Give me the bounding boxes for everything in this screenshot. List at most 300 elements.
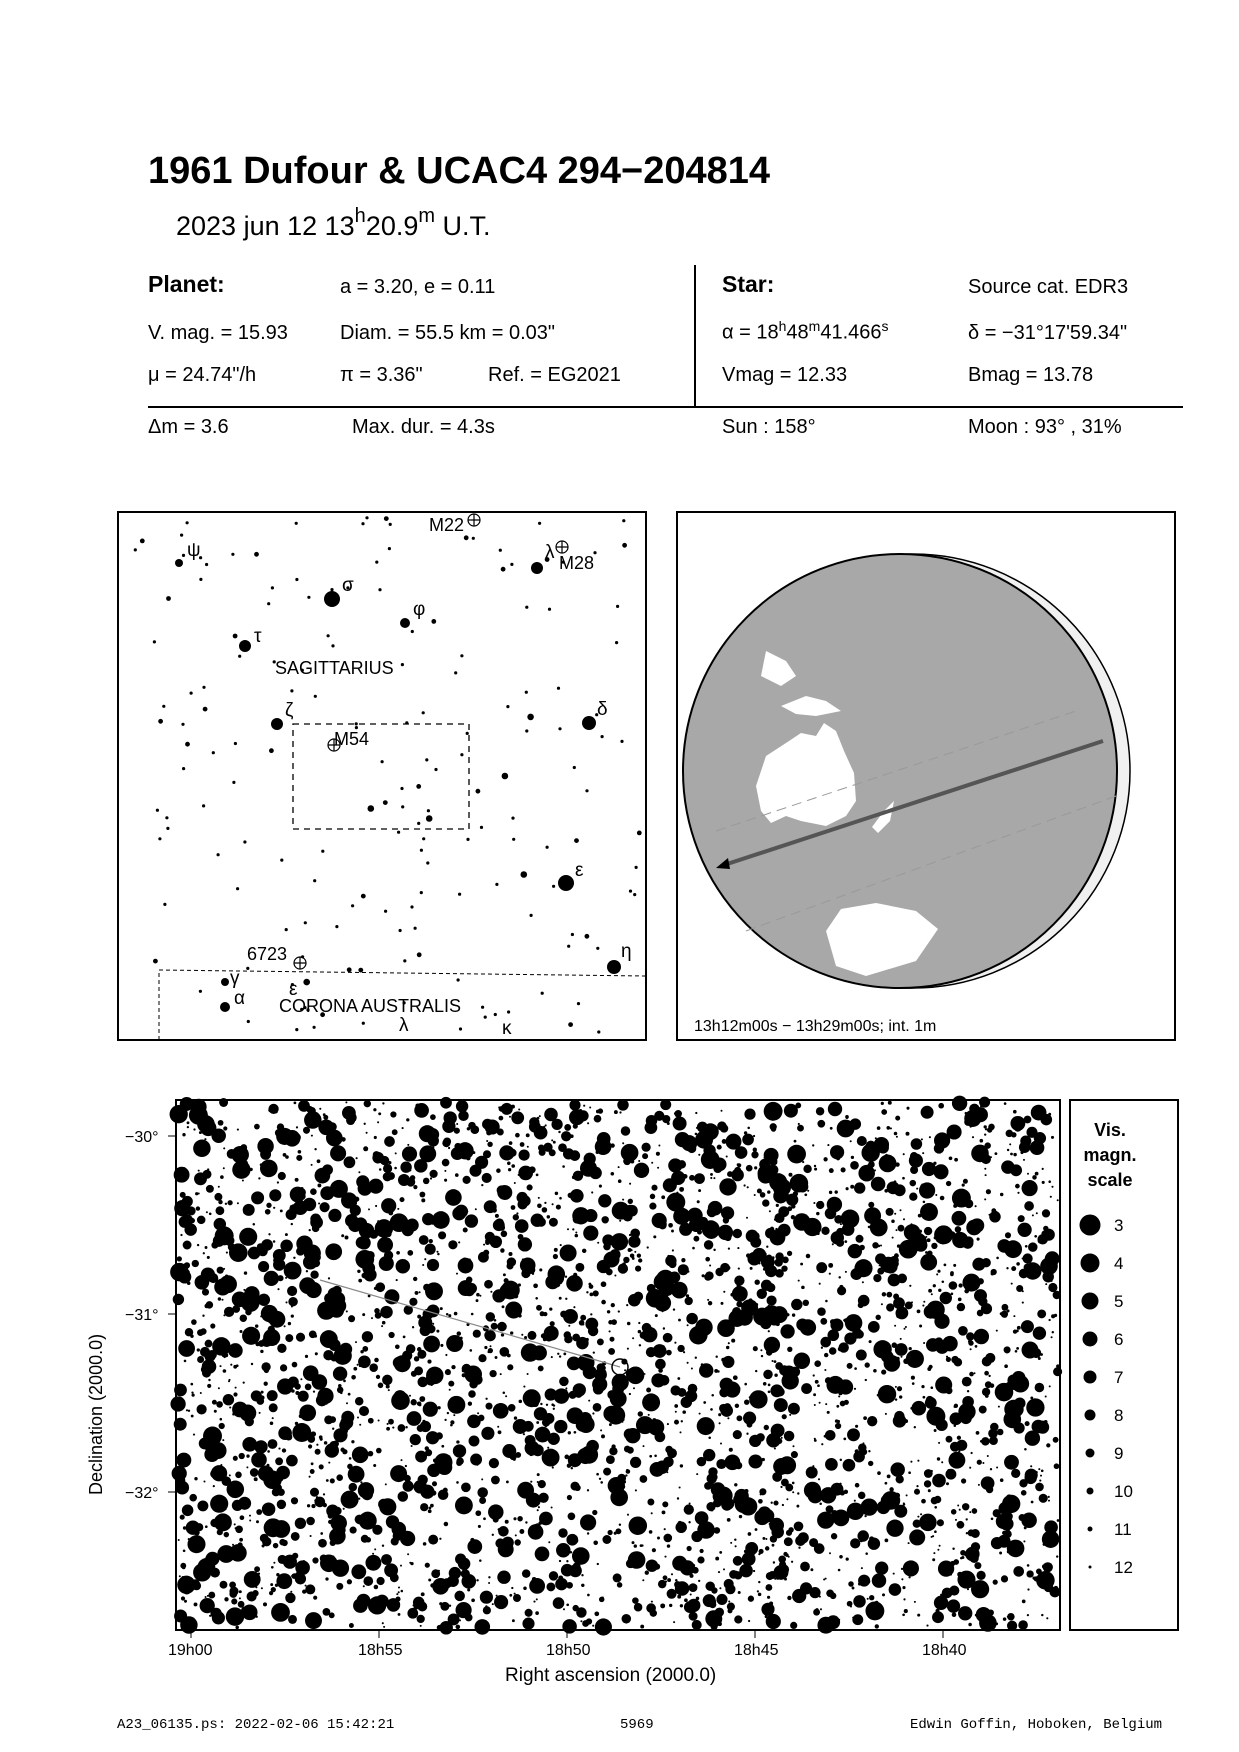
star (503, 1391, 506, 1394)
star (559, 1560, 561, 1562)
star (188, 1410, 190, 1412)
star (363, 1146, 368, 1151)
star (677, 1559, 679, 1561)
star (484, 1280, 493, 1289)
star (323, 1381, 326, 1384)
star-alpha (220, 1002, 230, 1012)
star (963, 1179, 968, 1184)
star (268, 1326, 275, 1333)
star (421, 1198, 425, 1202)
star (894, 1132, 898, 1136)
star (962, 1274, 980, 1292)
star (877, 1501, 891, 1515)
star (734, 1615, 742, 1623)
star (246, 1574, 248, 1576)
star (407, 1608, 418, 1619)
star (815, 1608, 818, 1611)
star (1004, 1364, 1008, 1368)
star (930, 1215, 932, 1217)
star (769, 1210, 771, 1212)
star (296, 1155, 302, 1161)
star (292, 1362, 298, 1368)
star (337, 1387, 344, 1394)
star (628, 1199, 633, 1204)
star (549, 1149, 556, 1156)
star (423, 1178, 430, 1185)
star (380, 1156, 389, 1165)
star (1056, 1364, 1060, 1368)
star (560, 1282, 562, 1284)
star (295, 1178, 299, 1182)
star (628, 1294, 641, 1307)
star (875, 1253, 886, 1264)
star (383, 800, 388, 805)
star (247, 1020, 250, 1023)
star (472, 537, 475, 540)
star (420, 849, 423, 852)
star (1040, 1139, 1042, 1141)
star (598, 1194, 611, 1207)
star (921, 1138, 923, 1140)
star (1025, 1431, 1040, 1446)
star (837, 1120, 855, 1138)
star (596, 1473, 599, 1476)
star (923, 1201, 926, 1204)
star (191, 1391, 193, 1393)
star (968, 1340, 970, 1342)
star (416, 784, 421, 789)
star (548, 608, 551, 611)
star (539, 1512, 553, 1526)
star-zeta (271, 718, 283, 730)
star (325, 1443, 339, 1457)
star (830, 1347, 833, 1350)
star (738, 1591, 741, 1594)
star (654, 1563, 660, 1569)
star (568, 1431, 571, 1434)
star (401, 805, 404, 808)
star (954, 1425, 957, 1428)
star (375, 561, 378, 564)
star (206, 1211, 208, 1213)
star (476, 1463, 479, 1466)
star (489, 1370, 496, 1377)
star (800, 1562, 810, 1572)
star (675, 1132, 690, 1147)
star (368, 1600, 381, 1613)
star (784, 1537, 793, 1546)
star (323, 1391, 330, 1398)
star (538, 522, 541, 525)
star (602, 1535, 611, 1544)
star (519, 1529, 524, 1534)
star (417, 1315, 421, 1319)
star (1006, 1267, 1008, 1269)
star (838, 1276, 840, 1278)
star (912, 1231, 914, 1233)
star (456, 1481, 459, 1484)
star (422, 1420, 425, 1423)
star (469, 1436, 480, 1447)
star (1018, 1620, 1028, 1630)
star (428, 1509, 432, 1513)
star (397, 1533, 399, 1535)
star (857, 1136, 867, 1146)
star (276, 1573, 279, 1576)
star (414, 927, 417, 930)
star (498, 1539, 502, 1543)
star (195, 1275, 210, 1290)
star (667, 1544, 670, 1547)
star (515, 1539, 521, 1545)
star (846, 1557, 849, 1560)
star (1050, 1524, 1053, 1527)
star (523, 1433, 525, 1435)
star (200, 1392, 202, 1394)
star (396, 1279, 398, 1281)
star (454, 1143, 461, 1150)
star (886, 1303, 894, 1311)
star (444, 1522, 449, 1527)
star (175, 1169, 186, 1180)
hour-unit: h (354, 205, 366, 227)
star (856, 1238, 858, 1240)
star (539, 1115, 541, 1117)
star (931, 1536, 933, 1538)
star (388, 1389, 390, 1391)
star (277, 1181, 279, 1183)
star (798, 1219, 800, 1221)
star (571, 1467, 573, 1469)
star (352, 1446, 369, 1463)
star (642, 1153, 648, 1159)
star (791, 1561, 793, 1563)
star (893, 1573, 895, 1575)
star (381, 1325, 383, 1327)
star (443, 1488, 448, 1493)
star (664, 1528, 666, 1530)
star (1015, 1184, 1020, 1189)
star (609, 1423, 612, 1426)
star (683, 1351, 685, 1353)
star (202, 1369, 211, 1378)
star (358, 1355, 371, 1368)
star (172, 1466, 187, 1481)
star (280, 859, 283, 862)
star (890, 1127, 892, 1129)
star (813, 1393, 816, 1396)
star (885, 1413, 887, 1415)
star (405, 1426, 407, 1428)
star (523, 1389, 541, 1407)
star (566, 1534, 578, 1546)
star (613, 1573, 622, 1582)
star (662, 1510, 666, 1514)
star (826, 1615, 840, 1629)
star (774, 1447, 776, 1449)
star (684, 1504, 694, 1514)
legend-label: 9 (1114, 1444, 1124, 1463)
star (313, 879, 316, 882)
star (567, 1357, 581, 1371)
star (537, 1203, 542, 1208)
star (947, 1599, 960, 1612)
greek-tau: τ (254, 626, 262, 647)
star (766, 1152, 768, 1154)
star (520, 1142, 525, 1147)
star (982, 1462, 984, 1464)
star (685, 1226, 691, 1232)
star (315, 1168, 331, 1184)
star (311, 1135, 313, 1137)
star (617, 1099, 628, 1110)
star (326, 1403, 328, 1405)
star (600, 1481, 603, 1484)
star (386, 1427, 390, 1431)
star (489, 1458, 499, 1468)
star (478, 1415, 485, 1422)
star (658, 1145, 660, 1147)
star (610, 1337, 615, 1342)
star (671, 1573, 673, 1575)
star (353, 1598, 368, 1613)
legend-marker (1085, 1410, 1096, 1421)
star (580, 1620, 582, 1622)
star (508, 1168, 511, 1171)
star (254, 1477, 258, 1481)
star (484, 1016, 487, 1019)
star (324, 1293, 334, 1303)
star (855, 1425, 858, 1428)
star (871, 1177, 886, 1192)
star (217, 1529, 223, 1535)
star (760, 1318, 772, 1330)
star (817, 1384, 820, 1387)
star (174, 1384, 187, 1397)
star (906, 1350, 924, 1368)
star (579, 1109, 583, 1113)
star (952, 1232, 968, 1248)
star (971, 1452, 973, 1454)
star (739, 1387, 741, 1389)
star (362, 1262, 375, 1275)
star (916, 1188, 918, 1190)
star (444, 1419, 446, 1421)
star (329, 1339, 341, 1351)
star (540, 1311, 545, 1316)
star (1043, 1543, 1046, 1546)
y-axis-label: Declination (2000.0) (86, 1333, 106, 1495)
star (510, 1331, 513, 1334)
star (955, 1519, 957, 1521)
star (242, 1437, 257, 1452)
star (677, 1497, 679, 1499)
star (521, 1334, 523, 1336)
star (285, 928, 288, 931)
star (364, 1123, 366, 1125)
star (662, 1310, 664, 1312)
star (269, 1403, 278, 1412)
star (955, 1226, 961, 1232)
star (311, 1164, 313, 1166)
star (934, 1429, 937, 1432)
star (463, 1101, 465, 1103)
star (637, 1253, 641, 1257)
star (427, 809, 430, 812)
star (617, 1582, 623, 1588)
star (348, 1466, 365, 1483)
star (667, 1423, 669, 1425)
label-6723: 6723 (247, 944, 288, 964)
star (556, 1205, 561, 1210)
star (501, 567, 506, 572)
star (538, 1197, 540, 1199)
star (558, 1576, 563, 1581)
star (674, 1420, 679, 1425)
star (553, 1404, 555, 1406)
star (957, 1521, 965, 1529)
star (420, 1421, 431, 1432)
star (844, 1318, 848, 1322)
footer-author: Edwin Goffin, Hoboken, Belgium (910, 1717, 1163, 1733)
star (336, 1583, 343, 1590)
star (395, 1345, 400, 1350)
star (579, 1320, 585, 1326)
star (778, 1555, 786, 1563)
star (556, 1543, 571, 1558)
star (839, 1342, 849, 1352)
star (720, 1442, 722, 1444)
star (976, 1571, 985, 1580)
star (906, 1107, 909, 1110)
star (481, 1184, 483, 1186)
star (977, 1310, 984, 1317)
star (974, 1562, 981, 1569)
star (463, 1176, 471, 1184)
star (448, 1613, 460, 1625)
star (380, 1306, 393, 1319)
star (698, 1189, 701, 1192)
star (397, 1208, 399, 1210)
planet-orbit: a = 3.20, e = 0.11 (340, 276, 496, 298)
star (374, 1358, 379, 1363)
star (355, 722, 358, 725)
star (911, 1138, 923, 1150)
star (901, 1356, 903, 1358)
star (914, 1489, 920, 1495)
star (558, 1528, 567, 1537)
star (239, 1538, 243, 1542)
star (224, 1597, 228, 1601)
star (728, 1608, 733, 1613)
star (825, 1403, 827, 1405)
star (687, 1362, 689, 1364)
star (427, 1464, 440, 1477)
star (292, 1133, 301, 1142)
star (872, 1573, 886, 1587)
star (180, 1234, 182, 1236)
star (744, 1108, 755, 1119)
star (207, 1595, 209, 1597)
star (223, 1394, 234, 1405)
star (868, 1202, 874, 1208)
star (896, 1136, 898, 1138)
star (549, 1571, 558, 1580)
star (180, 1192, 186, 1198)
star (566, 1275, 583, 1292)
star (903, 1310, 905, 1312)
star (610, 1143, 614, 1147)
label-sagittarius: SAGITTARIUS (275, 658, 394, 678)
star (480, 826, 483, 829)
star (1035, 1483, 1044, 1492)
legend-title: magn. (1083, 1145, 1137, 1165)
star (724, 1382, 740, 1398)
star (470, 1349, 473, 1352)
star (309, 1476, 311, 1478)
star (673, 1117, 687, 1131)
star (1024, 1201, 1034, 1211)
star (713, 1498, 722, 1507)
star (719, 1178, 736, 1195)
star (522, 1618, 534, 1630)
star (1022, 1253, 1032, 1263)
star (861, 1351, 863, 1353)
star (586, 1618, 592, 1624)
star (420, 1625, 422, 1627)
star (908, 1227, 910, 1229)
star (875, 1624, 879, 1628)
star (793, 1191, 798, 1196)
star (957, 1572, 962, 1577)
star (640, 1475, 648, 1483)
star (239, 1590, 242, 1593)
star (877, 1126, 881, 1130)
star (529, 1452, 533, 1456)
star (934, 1225, 953, 1244)
star (466, 838, 469, 841)
star (220, 1418, 223, 1421)
star (175, 1481, 189, 1495)
star (587, 1122, 589, 1124)
star (927, 1309, 930, 1312)
star (1012, 1371, 1025, 1385)
star (1013, 1566, 1024, 1577)
star (917, 1310, 921, 1314)
star (813, 1374, 815, 1376)
star (794, 1521, 804, 1531)
star (356, 1157, 358, 1159)
star (951, 1509, 957, 1515)
star (914, 1601, 916, 1603)
star (780, 1486, 782, 1488)
table-divider-vertical (694, 265, 696, 406)
star (1025, 1421, 1030, 1426)
star (850, 1161, 859, 1170)
star (736, 1415, 742, 1421)
star (509, 1594, 512, 1597)
star (357, 1416, 359, 1418)
star (653, 1235, 656, 1238)
star (1007, 1540, 1025, 1558)
star (903, 1598, 905, 1600)
star (970, 1222, 980, 1232)
star (170, 1396, 185, 1411)
star (318, 1202, 320, 1204)
star (477, 1487, 488, 1498)
star (292, 1573, 298, 1579)
star (957, 1436, 961, 1440)
